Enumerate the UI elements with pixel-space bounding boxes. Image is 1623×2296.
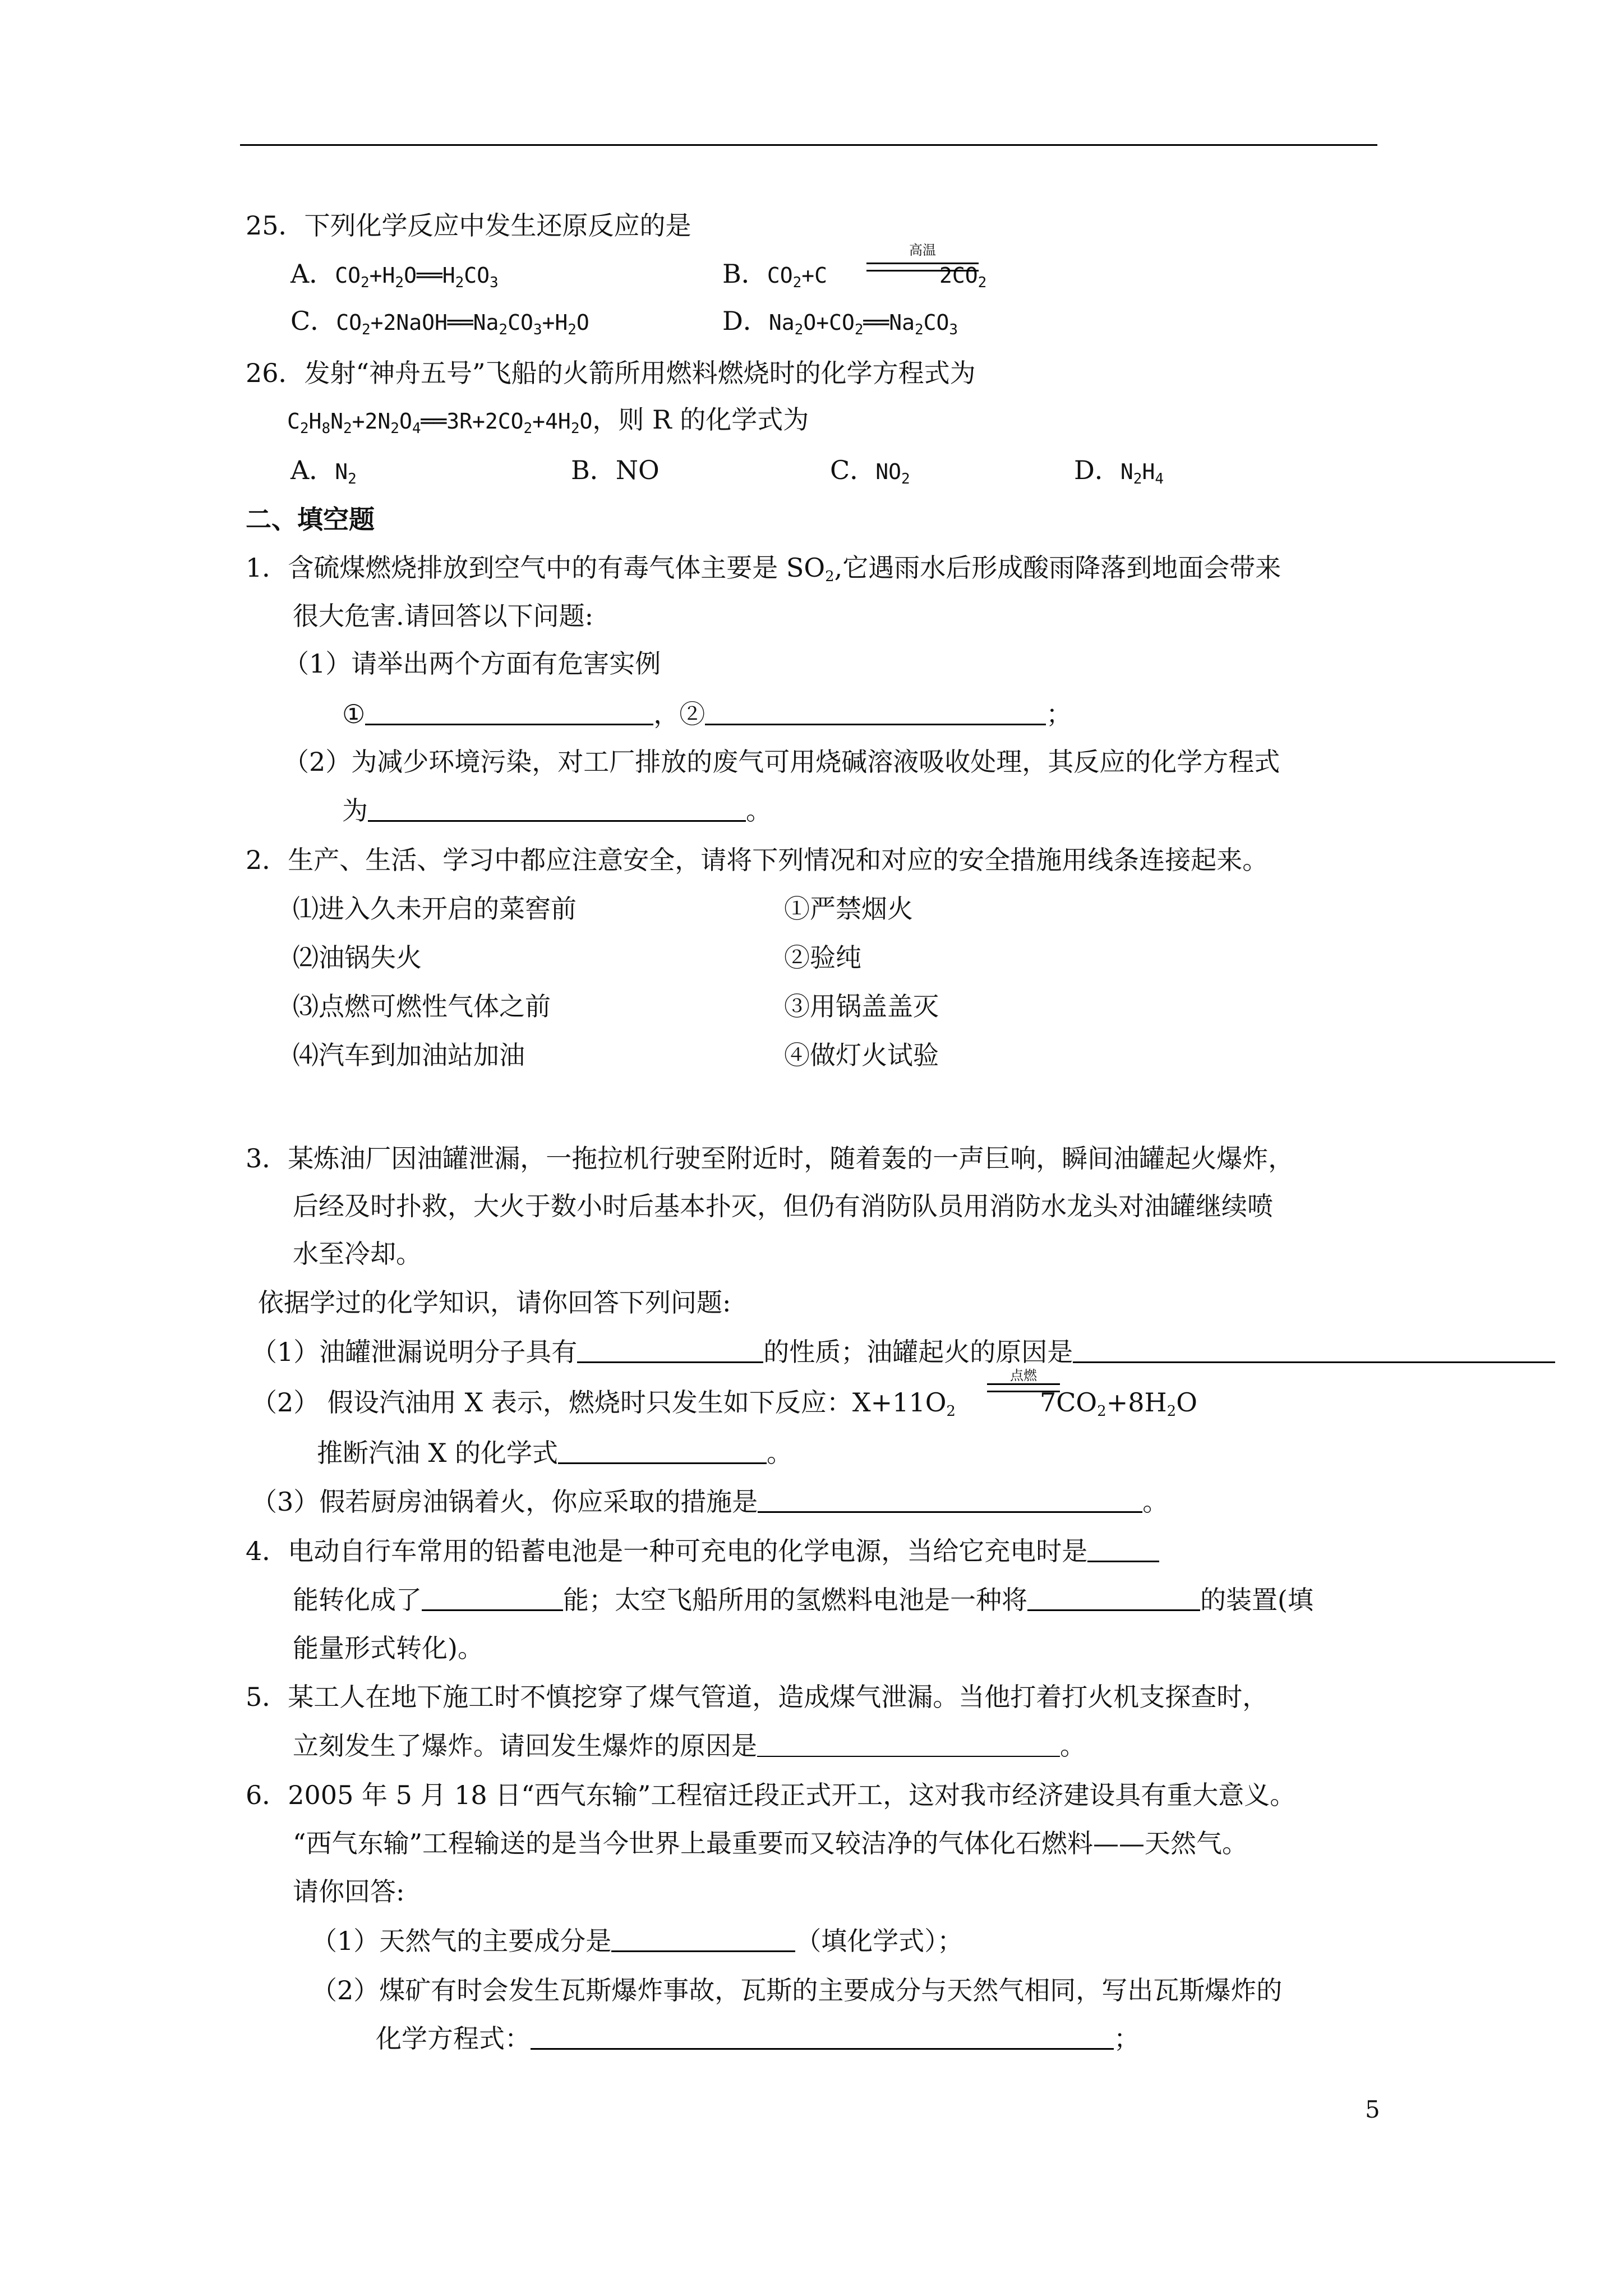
- q1-sub2: （2）为减少环境污染，对工厂排放的废气可用烧碱溶液吸收处理，其反应的化学方程式: [283, 747, 1280, 777]
- q2-stem: 2．生产、生活、学习中都应注意安全，请将下列情况和对应的安全措施用线条连接起来。: [246, 845, 1269, 875]
- q4-line1: 4．电动自行车常用的铅蓄电池是一种可充电的化学电源，当给它充电时是: [246, 1534, 1159, 1568]
- section-title: 二、填空题: [246, 504, 375, 535]
- header-rule: [240, 144, 1377, 146]
- q3-condition: 点燃: [1010, 1368, 1037, 1383]
- q26-option-c: C．$NO_2$: [830, 455, 910, 487]
- q5-line2: 立刻发生了爆炸。请回发生爆炸的原因是 。: [293, 1731, 1086, 1761]
- q2-right-1: ①严禁烟火: [784, 894, 913, 924]
- q1-line2: 很大危害.请回答以下问题:: [293, 601, 594, 631]
- q5-line1: 5．某工人在地下施工时不慎挖穿了煤气管道，造成煤气泄漏。当他打着打火机支探查时，: [246, 1682, 1269, 1712]
- q3-sub1: （1）油罐泄漏说明分子具有 的性质；油罐起火的原因是: [251, 1335, 1555, 1369]
- q2-left-3: ⑶点燃可燃性气体之前: [293, 991, 551, 1022]
- page-number: 5: [1365, 2096, 1380, 2123]
- q3-blank-4[interactable]: [758, 1487, 1142, 1513]
- q1-sub1: （1）请举出两个方面有危害实例: [283, 648, 661, 679]
- q26-option-d: D．$N_2H_4$: [1074, 455, 1164, 487]
- q6-line3: 请你回答:: [293, 1876, 405, 1907]
- q3-line4: 依据学过的化学知识，请你回答下列问题:: [258, 1287, 731, 1318]
- q25-b-equals: [866, 263, 979, 272]
- q25-option-c: C．$CO_2+2NaOH══Na_2CO_3+H_2O$: [291, 306, 589, 338]
- q2-left-1: ⑴进入久未开启的菜窖前: [293, 894, 577, 924]
- q26-option-a: A．$N_2$: [291, 455, 357, 487]
- q3-line1: 3．某炼油厂因油罐泄漏，一拖拉机行驶至附近时，随着轰的一声巨响，瞬间油罐起火爆炸，: [246, 1143, 1294, 1174]
- q4-line2: 能转化成了 能；太空飞船所用的氢燃料电池是一种将 的装置(填: [293, 1585, 1313, 1615]
- q6-sub1: （1）天然气的主要成分是 （填化学式）；: [311, 1926, 963, 1956]
- q2-right-3: ③用锅盖盖灭: [784, 991, 939, 1022]
- q3-equals: [987, 1383, 1060, 1392]
- q5-blank[interactable]: [757, 1731, 1060, 1757]
- q2-left-4: ⑷汽车到加油站加油: [293, 1040, 525, 1070]
- q3-sub2: （2） 假设汽油用 X 表示，燃烧时只发生如下反应：$X+11O_2$ $7CO_2+8H_2O$: [251, 1387, 1197, 1420]
- q25-option-a: A．$CO_2+H_2O══H_2CO_3$: [291, 259, 499, 291]
- q1-blank-3[interactable]: [368, 795, 746, 822]
- q26-option-b: B．NO: [571, 455, 660, 485]
- q26-stem: 26．发射“神舟五号”飞船的火箭所用燃料燃烧时的化学方程式为: [246, 358, 976, 388]
- q6-sub2: （2）煤矿有时会发生瓦斯爆炸事故，瓦斯的主要成分与天然气相同，写出瓦斯爆炸的: [311, 1975, 1283, 2005]
- q1-line1: 1．含硫煤燃烧排放到空气中的有毒气体主要是 $SO_2$,它遇雨水后形成酸雨降落到地面会带来: [246, 553, 1281, 585]
- q4-blank-2[interactable]: [422, 1585, 563, 1611]
- q1-blank-1[interactable]: [365, 699, 653, 725]
- q6-blank-2[interactable]: [531, 2023, 1114, 2050]
- q1-blank-2[interactable]: [705, 699, 1046, 725]
- q3-blank-2[interactable]: [1073, 1337, 1555, 1363]
- q2-left-2: ⑵油锅失火: [293, 942, 422, 973]
- q6-line1: 6．2005 年 5 月 18 日“西气东输”工程宿迁段正式开工，这对我市经济建设具有重大意义。: [246, 1780, 1296, 1810]
- q4-blank-1[interactable]: [1087, 1536, 1159, 1562]
- q25-option-d: D．$Na_2O+CO_2══Na_2CO_3$: [722, 306, 958, 338]
- q4-blank-3[interactable]: [1027, 1585, 1200, 1611]
- q3-line3: 水至冷却。: [293, 1239, 422, 1269]
- q4-line3: 能量形式转化)。: [293, 1633, 483, 1663]
- q6-line2: “西气东输”工程输送的是当今世界上最重要而又较洁净的气体化石燃料——天然气。: [293, 1828, 1248, 1858]
- q2-right-4: ④做灯火试验: [784, 1040, 939, 1070]
- q3-line2: 后经及时扑救，大火于数小时后基本扑灭，但仍有消防队员用消防水龙头对油罐继续喷: [293, 1191, 1273, 1221]
- q2-right-2: ②验纯: [784, 942, 861, 973]
- q25-b-condition: 高温: [909, 242, 936, 258]
- q3-sub2-infer: 推断汽油 X 的化学式 。: [317, 1438, 792, 1468]
- q26-equation: $C_2H_8N_2+2N_2O_4══3R+2CO_2+4H_2O$，则 R 的化学式为: [287, 404, 809, 437]
- q6-blank-1[interactable]: [611, 1926, 795, 1952]
- q1-blanks-row: ① ，② ；: [342, 699, 1072, 729]
- q3-blank-3[interactable]: [558, 1438, 767, 1464]
- q25-stem: 25．下列化学反应中发生还原反应的是: [246, 210, 691, 241]
- q3-blank-1[interactable]: [577, 1337, 763, 1363]
- q25-option-b: B．$CO_2+C$ $2CO_2$: [722, 259, 987, 291]
- q6-sub2-answer: 化学方程式： ；: [376, 2023, 1140, 2054]
- q3-sub3: （3）假若厨房油锅着火，你应采取的措施是 。: [251, 1487, 1169, 1517]
- q1-sub2-answer: 为 。: [342, 795, 772, 826]
